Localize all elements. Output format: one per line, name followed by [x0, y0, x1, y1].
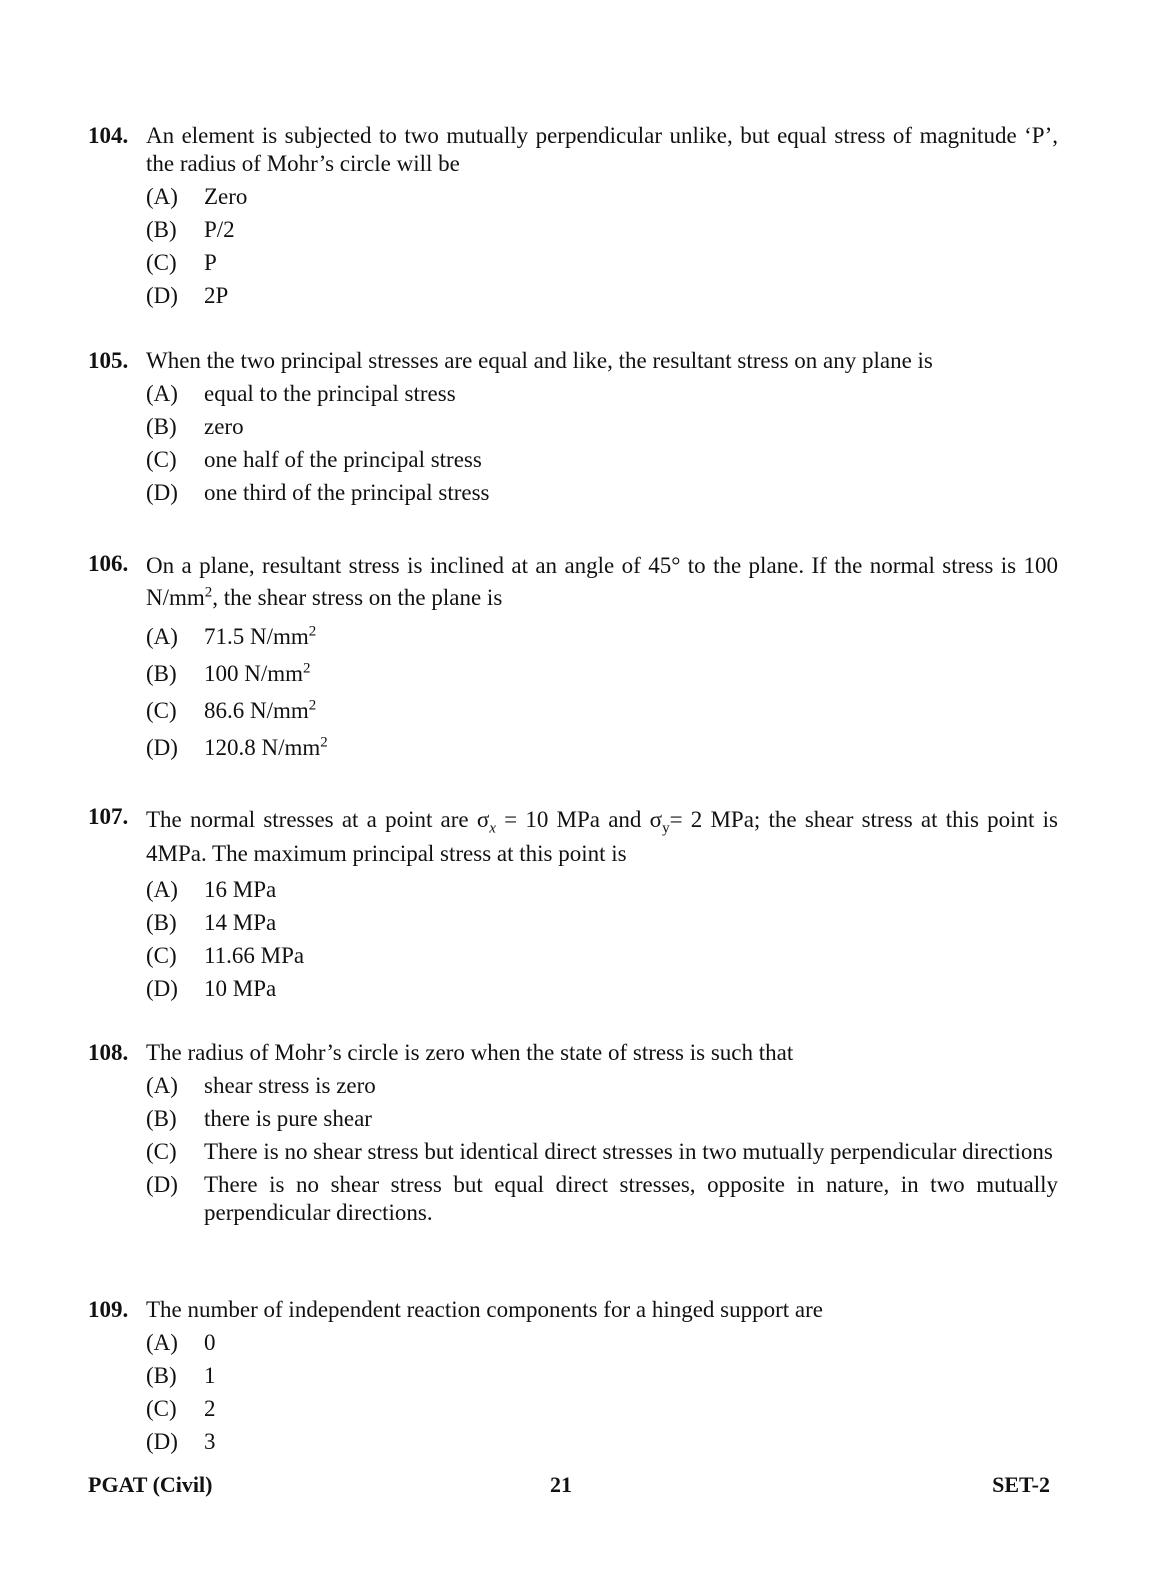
question-107 — [88, 803, 1058, 1003]
question-text: When the two principal stresses are equal and like, the resultant stress on any plane is — [146, 348, 933, 373]
question-number: 108. — [88, 1040, 129, 1065]
option-c: (C) 2 — [146, 1396, 216, 1421]
option-c: (C) one half of the principal stress — [146, 447, 482, 472]
option-b: (B) 14 MPa — [146, 910, 277, 935]
option-b: (B) there is pure shear — [146, 1106, 372, 1131]
question-text: On a plane, resultant stress is inclined at an angle of 45° to the plane. If the normal stress is 100 $N/mm^2$, the shear stress on the plane is — [146, 553, 1058, 610]
option-d: (D) There is no shear stress but equal direct stresses, opposite in nature, in two mutually perpendicular directions. — [146, 1172, 1058, 1225]
footer-set: SET-2 — [992, 1472, 1050, 1497]
option-b: (B) 1 — [146, 1363, 216, 1388]
question-108 — [88, 1039, 1058, 1227]
question-number: 107. — [88, 804, 129, 829]
option-d: (D) 120.8 $N/mm^2$ — [146, 734, 328, 760]
option-d: (D) one third of the principal stress — [146, 480, 490, 505]
question-109 — [88, 1296, 1058, 1456]
footer-page-number: 21 — [550, 1472, 572, 1497]
question-106 — [88, 550, 1058, 762]
question-text: The normal stresses at a point are $\sigma_x = 10$ MPa and $\sigma_y= 2$ MPa; the shear stress at this point is 4MPa. The maximum principal stress at this point is — [146, 807, 1059, 866]
question-105 — [88, 347, 1058, 507]
option-a: (A) 16 MPa — [146, 877, 277, 902]
option-a: (A) shear stress is zero — [146, 1073, 376, 1098]
footer-exam-name: PGAT (Civil) — [88, 1472, 213, 1497]
option-d: (D) 3 — [146, 1429, 216, 1454]
option-c: (C) 86.6 $N/mm^2$ — [146, 697, 317, 723]
question-104 — [88, 122, 1058, 310]
question-text: An element is subjected to two mutually perpendicular unlike, but equal stress of magnitude ‘P’, the radius of Mohr’s circle will be — [146, 123, 1058, 176]
option-a: (A) 71.5 $N/mm^2$ — [146, 623, 317, 649]
question-text: The radius of Mohr’s circle is zero when the state of stress is such that — [146, 1040, 794, 1065]
question-number: 106. — [88, 551, 129, 576]
option-c: (C) P — [146, 250, 217, 275]
option-d: (D) 10 MPa — [146, 976, 277, 1001]
option-d: (D) 2P — [146, 283, 229, 308]
question-number: 105. — [88, 348, 129, 373]
option-c: (C) There is no shear stress but identical direct stresses in two mutually perpendicular directions — [146, 1139, 1053, 1164]
option-a: (A) equal to the principal stress — [146, 381, 456, 406]
option-b: (B) P/2 — [146, 217, 235, 242]
question-number: 104. — [88, 123, 129, 148]
option-c: (C) 11.66 MPa — [146, 943, 305, 968]
option-b: (B) zero — [146, 414, 244, 439]
question-number: 109. — [88, 1297, 129, 1322]
option-a: (A) Zero — [146, 184, 248, 209]
option-a: (A) 0 — [146, 1330, 216, 1355]
option-b: (B) 100 $N/mm^2$ — [146, 660, 311, 686]
question-text: The number of independent reaction components for a hinged support are — [146, 1297, 823, 1322]
